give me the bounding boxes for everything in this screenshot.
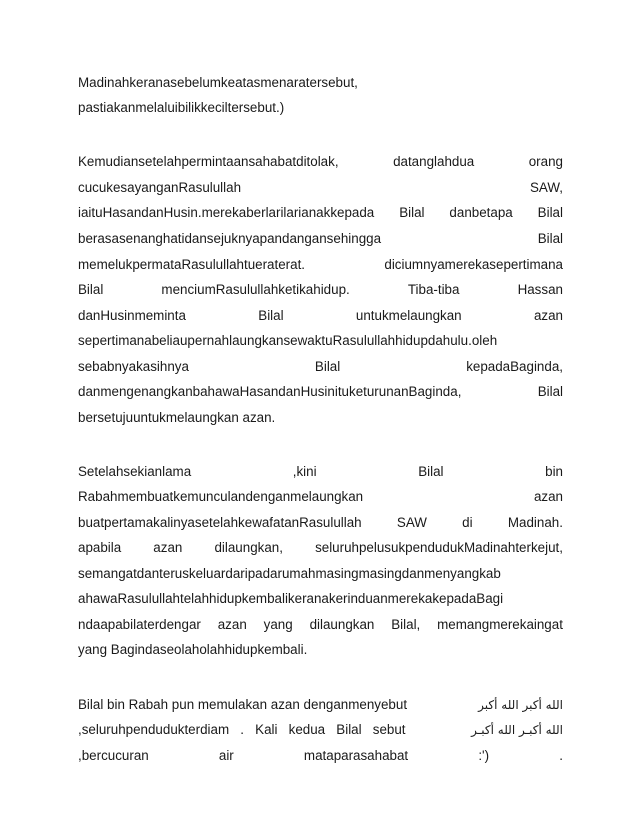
word: sebabnyakasihnya	[78, 359, 189, 374]
word: kepadaBaginda,	[466, 359, 563, 374]
word: buatpertamakalinyasetelahkewafatanRasulullah	[78, 515, 362, 530]
word: Kemudiansetelahpermintaansahabatditolak,	[78, 154, 339, 169]
word: azan	[217, 617, 247, 632]
word: untukmelaungkan	[355, 308, 462, 323]
word: menciumRasulullahketikahidup.	[161, 282, 350, 297]
word: dilaungkan	[309, 617, 375, 632]
word: dilaungkan,	[214, 540, 283, 555]
word: .	[559, 748, 563, 763]
word: Bilal	[537, 205, 563, 220]
word: datanglahdua	[393, 154, 475, 169]
p1-line-1	[78, 153, 563, 171]
word: memelukpermataRasulullahtueraterat.	[78, 257, 306, 272]
word: danmengenangkanbahawaHasandanHusinituketurunanBaginda,	[78, 384, 462, 399]
word: orang	[528, 154, 563, 169]
word: Setelahsekianlama	[78, 464, 192, 479]
word: danbetapa	[449, 205, 513, 220]
p2-line-7	[78, 616, 563, 634]
word: azan	[153, 540, 183, 555]
word: Bilal	[78, 282, 104, 297]
word: ndaapabilaterdengar	[78, 617, 201, 632]
word: ,seluruhpendudukterdiam . Kali kedua Bilal sebut	[78, 722, 406, 737]
word: ,kini	[292, 464, 317, 479]
p2-line-5: semangatdanteruskeluardaripadarumahmasingmasingdanmenyangkab	[78, 566, 501, 581]
word: mataparasahabat	[303, 748, 409, 763]
word: berasasenanghatidansejuknyapandangansehingga	[78, 231, 382, 246]
p1-line-5	[78, 256, 563, 274]
p0-line-2: pastiakanmelaluibilikkeciltersebut.)	[78, 100, 285, 115]
word: :')	[478, 748, 490, 763]
word: Tiba-tiba	[407, 282, 460, 297]
p1-line-3	[78, 204, 563, 222]
p1-line-6	[78, 281, 563, 299]
word: Hassan	[517, 282, 563, 297]
word: iaituHasandanHusin.merekaberlarilarianakkepada	[78, 205, 375, 220]
word: Bilal	[399, 205, 425, 220]
p2-line-3	[78, 514, 563, 532]
p2-line-1	[78, 463, 563, 481]
word: memangmerekaingat	[437, 617, 563, 632]
p1-line-8: sepertimanabeliaupernahlaungkansewaktuRasulullahhidupdahulu.oleh	[78, 333, 498, 348]
word: yang	[263, 617, 293, 632]
word: bin	[545, 464, 563, 479]
word: Bilal	[258, 308, 284, 323]
word: SAW,	[530, 180, 563, 195]
p1-line-10	[78, 383, 563, 401]
word: Bilal	[537, 231, 563, 246]
word: diciumnyamerekasepertimana	[384, 257, 563, 272]
word: Bilal	[537, 384, 563, 399]
p0-line-1: Madinahkeranasebelumkeatasmenaratersebut,	[78, 75, 358, 90]
p1-line-11: bersetujuuntukmelaungkan azan.	[78, 410, 276, 425]
word: air	[218, 748, 234, 763]
p2-line-8: yang Bagindaseolaholahhidupkembali.	[78, 642, 308, 657]
word: SAW	[396, 515, 427, 530]
arabic-takbir: الله أكبر الله أكبر	[478, 698, 563, 712]
word: ,bercucuran	[78, 748, 149, 763]
p2-line-4	[78, 539, 563, 557]
p3-line-1	[78, 696, 563, 714]
p2-line-6: ahawaRasulullahtelahhidupkembalikeranakerinduanmerekakepadaBagi	[78, 591, 504, 606]
word: azan	[533, 489, 563, 504]
word: Rabahmembuatkemunculandenganmelaungkan	[78, 489, 364, 504]
p1-line-2	[78, 179, 563, 197]
p3-line-3	[78, 747, 563, 765]
p3-line-2	[78, 721, 563, 739]
word: azan	[533, 308, 563, 323]
p1-line-7	[78, 307, 563, 325]
word: cucukesayanganRasulullah	[78, 180, 242, 195]
word: Bilal	[314, 359, 341, 374]
p1-line-4	[78, 230, 563, 248]
p1-line-9	[78, 358, 563, 376]
word: danHusinmeminta	[78, 308, 186, 323]
word: Madinah.	[507, 515, 563, 530]
word: seluruhpelusukpendudukMadinahterkejut,	[315, 540, 563, 555]
word: di	[462, 515, 473, 530]
p2-line-2	[78, 488, 563, 506]
word: Bilal	[418, 464, 444, 479]
word: Bilal,	[391, 617, 421, 632]
word: apabila	[78, 540, 122, 555]
word: Bilal bin Rabah pun memulakan azan denganmenyebut	[78, 697, 408, 712]
arabic-takbir: الله أكبـر الله أكبـر	[471, 723, 563, 737]
